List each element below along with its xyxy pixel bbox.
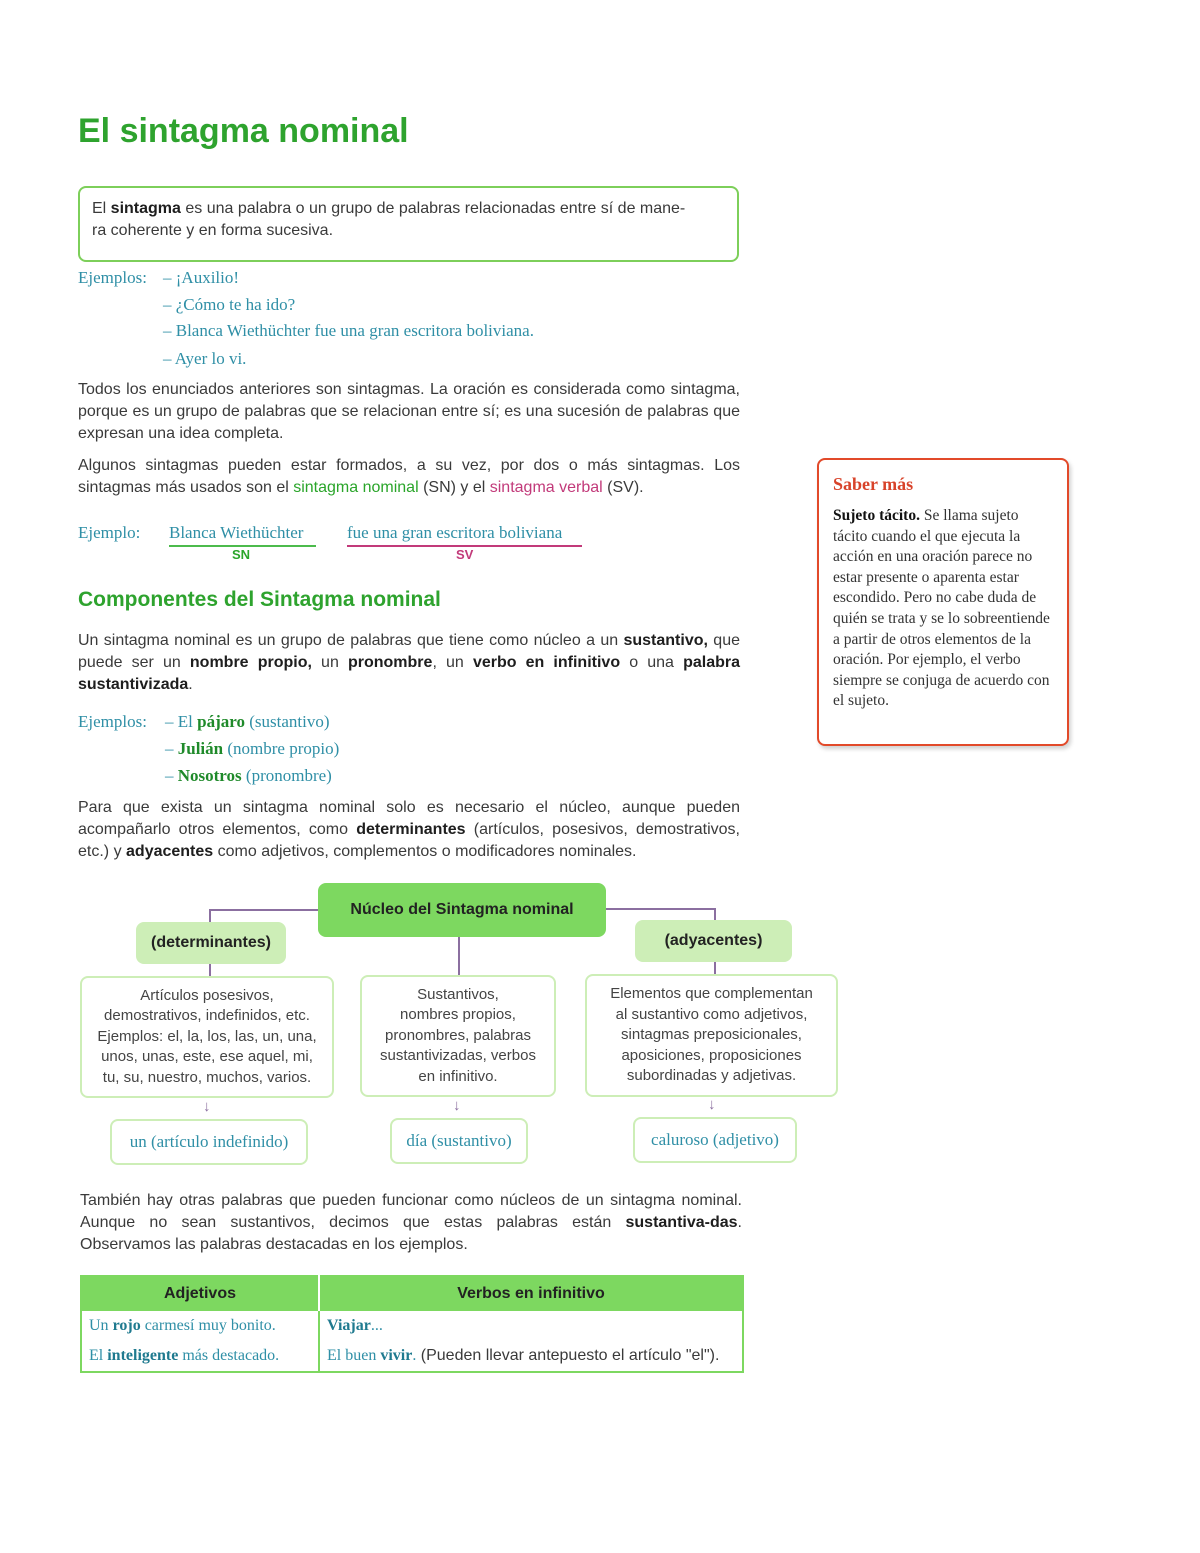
desc-line: demostrativos, indefinidos, etc. — [104, 1007, 310, 1025]
paragraph-nucleo — [78, 797, 740, 863]
header-verbos: Verbos en infinitivo — [319, 1276, 743, 1311]
desc-line: al sustantivo como adjetivos, — [615, 1005, 808, 1023]
example-post: (sustantivo) — [244, 712, 330, 731]
arrow-down-icon: ↓ — [203, 1098, 211, 1115]
para3-a: Un sintagma nominal es un grupo de palabras que tiene como núcleo a un — [78, 632, 624, 649]
connector-line — [606, 908, 716, 910]
para4-c: como adjetivos, complementos o modificadores nominales. — [213, 843, 637, 860]
para2-a: Algunos sintagmas pueden estar formados, a su vez, por dos o más sintagmas. Los sintagmas más usados son el — [78, 457, 740, 496]
term-pronombre: pronombre — [347, 654, 433, 671]
example-post: (nombre propio) — [223, 739, 340, 758]
desc-line: sintagmas preposicionales, — [621, 1026, 802, 1044]
connector-line — [209, 909, 319, 911]
term-palabra-sustantivizada: palabra sustantivizada — [78, 654, 740, 693]
sujeto-tacito-term: Sujeto tácito. — [833, 507, 920, 524]
example-item: – ¿Cómo te ha ido? — [163, 295, 296, 314]
arrow-down-icon: ↓ — [453, 1097, 461, 1114]
table-header-row — [81, 1276, 743, 1311]
example-bold: Nosotros — [177, 766, 242, 785]
cell-bold: vivir — [380, 1347, 413, 1364]
paragraph-sintagmas: Todos los enunciados anteriores son sintagmas. La oración es considerada como sintagma, porque es un grupo de palabras que se relacionan entre sí; es una sucesión de palabras que expresan una idea completa. — [78, 381, 740, 442]
connector-line — [714, 962, 716, 974]
nucleo-example: día (sustantivo) — [390, 1118, 528, 1164]
table-cell — [81, 1311, 319, 1341]
table-cell — [319, 1341, 743, 1372]
para3-d: , un — [432, 654, 473, 671]
definition-pre: El — [92, 200, 111, 217]
example-item: – ¡Auxilio! — [163, 268, 240, 287]
example-bold: Julián — [177, 739, 224, 758]
table-row — [81, 1311, 743, 1341]
para3-c: un — [311, 654, 348, 671]
para3-b: que puede ser un — [78, 632, 740, 671]
nucleo-description — [360, 975, 556, 1097]
cell-note: (Pueden llevar antepuesto el artículo "el"). — [416, 1347, 720, 1364]
term-nombre-propio: nombre propio, — [189, 654, 312, 671]
nucleus-node: Núcleo del Sintagma nominal — [318, 883, 606, 937]
connector-line — [209, 964, 211, 976]
adyacentes-description — [585, 974, 838, 1097]
example-item — [165, 739, 339, 759]
example-item — [165, 766, 332, 786]
saber-mas-title: Saber más — [833, 474, 914, 494]
section-subtitle: Componentes del Sintagma nominal — [78, 588, 441, 611]
para2-b: (SN) y el — [418, 479, 490, 496]
examples-table — [80, 1275, 744, 1373]
cell-bold: inteligente — [107, 1347, 179, 1364]
cell-post: carmesí muy bonito. — [140, 1317, 276, 1334]
table-row — [81, 1341, 743, 1372]
example-item — [165, 712, 330, 732]
para5-b: . Observamos las palabras destacadas en los ejemplos. — [80, 1214, 742, 1253]
determinante-example: un (artículo indefinido) — [110, 1119, 308, 1165]
table-cell — [319, 1311, 743, 1341]
sv-tag: SV — [456, 547, 474, 562]
definition-line2: ra coherente y en forma sucesiva. — [92, 222, 334, 239]
definition-bold: sintagma — [110, 200, 181, 217]
determinantes-description — [80, 976, 334, 1098]
cell-post: . — [412, 1347, 417, 1364]
para5-a: También hay otras palabras que pueden funcionar como núcleos de un sintagma nominal. Aunque no sean sustantivos, decimos que estas palabras están — [80, 1192, 742, 1231]
term-sustantivo: sustantivo, — [623, 632, 708, 649]
cell-bold: rojo — [112, 1317, 141, 1334]
desc-line: pronombres, palabras — [385, 1026, 531, 1044]
definition-post: es una palabra o un grupo de palabras relacionadas entre sí de mane- — [180, 200, 686, 217]
adyacente-example: caluroso (adjetivo) — [633, 1117, 797, 1163]
saber-mas-text — [833, 506, 1055, 712]
cell-post: ... — [370, 1317, 383, 1334]
desc-line: subordinadas y adjetivas. — [626, 1067, 797, 1085]
para4-b: (artículos, posesivos, demostrativos, etc.) y — [78, 821, 740, 860]
term-verbo-infinitivo: verbo en infinitivo — [472, 654, 621, 671]
examples-label: Ejemplos: — [78, 268, 147, 287]
sn-tag: SN — [232, 547, 251, 562]
paragraph-sustantivadas — [80, 1190, 742, 1256]
example-pre: – — [165, 739, 178, 758]
arrow-down-icon: ↓ — [708, 1096, 716, 1113]
desc-line: Elementos que complementan — [610, 985, 813, 1003]
cell-post: más destacado. — [178, 1347, 280, 1364]
saber-mas-body: Se llama sujeto tácito cuando el que ejecuta la acción en una oración parece no estar presente o aparenta estar escondido. Pero no cabe duda de quién se trata y se lo sobreentiende a partir de otros elementos de la oración. Por ejemplo, el verbo siempre se conjuga de acuerdo con el sujeto. — [833, 507, 1050, 710]
para3-f: . — [188, 676, 193, 693]
sintagma-verbal-term: sintagma verbal — [489, 479, 603, 496]
example-pre: – — [165, 766, 178, 785]
para2-c: (SV). — [602, 479, 644, 496]
sintagma-nominal-term: sintagma nominal — [293, 479, 419, 496]
paragraph-componentes — [78, 630, 740, 696]
para3-e: o una — [620, 654, 684, 671]
desc-line: Sustantivos, — [417, 985, 499, 1003]
term-sustantivadas: sustantiva-das — [625, 1214, 738, 1231]
table-cell — [81, 1341, 319, 1372]
desc-line: nombres propios, — [400, 1006, 516, 1024]
adyacentes-node: (adyacentes) — [635, 920, 792, 962]
saber-mas-box — [817, 458, 1069, 746]
determinantes-node: (determinantes) — [136, 922, 286, 964]
example-item: – Blanca Wiethüchter fue una gran escritora boliviana. — [163, 321, 534, 340]
desc-line: sustantivizadas, verbos — [380, 1047, 536, 1065]
desc-line: Artículos posesivos, — [140, 986, 274, 1004]
desc-line: tu, su, nuestro, muchos, varios. — [102, 1068, 312, 1086]
term-determinantes: determinantes — [356, 821, 466, 838]
desc-line: aposiciones, proposiciones — [621, 1046, 802, 1064]
desc-line: Ejemplos: el, la, los, las, un, una, — [97, 1027, 317, 1045]
definition-box — [78, 186, 739, 262]
connector-line — [458, 937, 460, 975]
example-bold: pájaro — [197, 712, 245, 731]
example-post: (pronombre) — [241, 766, 332, 785]
example-label: Ejemplo: — [78, 523, 141, 542]
para4-a: Para que exista un sintagma nominal solo es necesario el núcleo, aunque pueden acompañarlo otros elementos, como — [78, 799, 740, 838]
desc-line: unos, unas, este, ese aquel, mi, — [101, 1048, 313, 1066]
desc-line: en infinitivo. — [418, 1067, 498, 1085]
term-adyacentes: adyacentes — [126, 843, 214, 860]
cell-pre: El buen — [327, 1347, 381, 1364]
page-title: El sintagma nominal — [78, 112, 409, 150]
example-item: – Ayer lo vi. — [163, 349, 247, 368]
examples-label: Ejemplos: — [78, 712, 147, 731]
sn-phrase: Blanca Wiethüchter — [169, 523, 304, 542]
cell-bold: Viajar — [327, 1317, 371, 1334]
paragraph-sn-sv — [78, 455, 740, 499]
sv-phrase: fue una gran escritora boliviana — [347, 523, 563, 542]
header-adjetivos: Adjetivos — [81, 1276, 319, 1311]
cell-pre: Un — [89, 1317, 113, 1334]
example-pre: – El — [165, 712, 198, 731]
cell-pre: El — [89, 1347, 108, 1364]
